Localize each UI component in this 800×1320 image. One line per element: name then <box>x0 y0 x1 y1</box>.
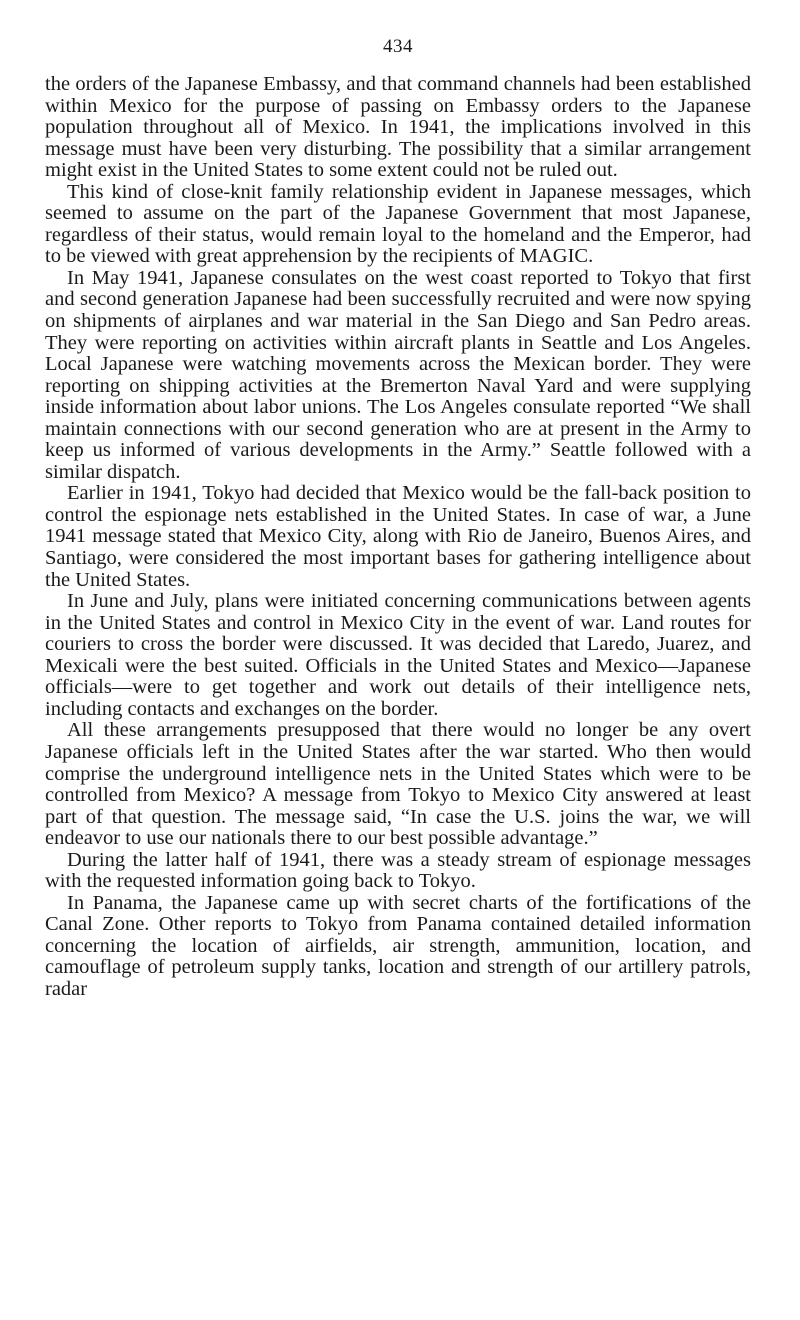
paragraph-8: In Panama, the Japanese came up with secret charts of the fortifications of the Canal Zone. Other reports to Tokyo from Panama contained detailed information concerning the location of airfields, air strength, ammunition, location, and camouflage of petroleum supply tanks, location and strength of our artillery patrols, radar <box>45 891 751 1000</box>
paragraph-4: Earlier in 1941, Tokyo had decided that Mexico would be the fall-back position to control the espionage nets established in the United States. In case of war, a June 1941 message stated that Mexico City, along with Rio de Janeiro, Buenos Aires, and Santiago, were considered the most important bases for gathering intelligence about the United States. <box>45 482 751 591</box>
paragraph-5: In June and July, plans were initiated concerning communications between agents in the United States and control in Mexico City in the event of war. Land routes for couriers to cross the border were discussed. It was decided that Laredo, Juarez, and Mexicali were the best suited. Officials in the United States and Mexico—Japanese officials—were to get together and work out details of their intelligence nets, including contacts and exchanges on the border. <box>45 590 751 720</box>
paragraph-2: This kind of close-knit family relationship evident in Japanese messages, which seemed to assume on the part of the Japanese Government that most Japanese, regardless of their status, would remain loyal to the homeland and the Emperor, had to be viewed with great apprehension by the recipients of MAGIC. <box>45 180 751 268</box>
page-number: 434 <box>383 36 413 57</box>
paragraph-1: the orders of the Japanese Embassy, and that command channels had been established within Mexico for the purpose of passing on Embassy orders to the Japanese population throughout all of Mexico. In 1941, the implications involved in this message must have been very disturbing. The possibility that a similar arrangement might exist in the United States to some extent could not be ruled out. <box>45 73 751 182</box>
paragraph-7: During the latter half of 1941, there was a steady stream of espionage messages with the requested information going back to Tokyo. <box>45 848 751 893</box>
paragraph-6: All these arrangements presupposed that there would no longer be any overt Japanese officials left in the United States after the war started. Who then would comprise the underground intelligence nets in the United States which were to be controlled from Mexico? A message from Tokyo to Mexico City answered at least part of that question. The message said, “In case the U.S. joins the war, we will endeavor to use our nationals there to our best possible advantage.” <box>45 719 751 850</box>
paragraph-3: In May 1941, Japanese consulates on the west coast reported to Tokyo that first and second generation Japanese had been successfully recruited and were now spying on shipments of airplanes and war material in the San Diego and San Pedro areas. They were reporting on activities within aircraft plants in Seattle and Los Angeles. Local Japanese were watching movements across the Mexican border. They were reporting on shipping activities at the Bremerton Naval Yard and were supplying inside information about labor unions. The Los Angeles consulate reported “We shall maintain connections with our second generation who are at present in the Army to keep us informed of various developments in the Army.” Seattle followed with a similar dispatch. <box>45 266 751 483</box>
document-page <box>45 36 751 1001</box>
